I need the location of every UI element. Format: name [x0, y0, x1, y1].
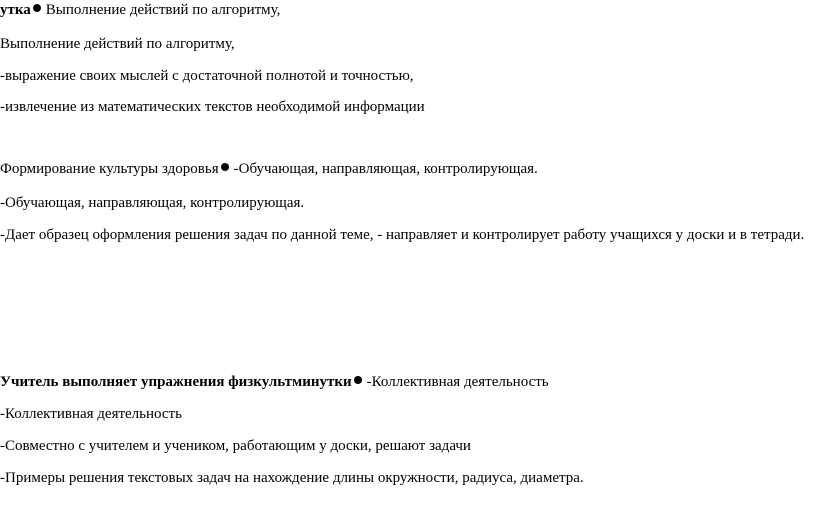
line-7-text: -Дает образец оформления решения задач по данной теме, - направляет и контролирует работу учащихся у доски и в тетради. — [0, 227, 805, 243]
line-1-bold: утка — [0, 2, 31, 18]
line-2 — [0, 34, 235, 54]
line-1 — [0, 0, 280, 20]
line-6-text: -Обучающая, направляющая, контролирующая. — [0, 195, 305, 211]
line-2-text: Выполнение действий по алгоритму, — [0, 36, 235, 52]
bullet-icon — [354, 376, 362, 384]
line-11-text: -Примеры решения текстовых задач на нахождение длины окружности, радиуса, диаметра. — [0, 470, 584, 486]
line-8-bold: Учитель выполняет упражнения физкультминутки — [0, 374, 352, 390]
line-9-text: -Коллективная деятельность — [0, 406, 182, 422]
line-8-text: -Коллективная деятельность — [366, 374, 549, 390]
line-7 — [0, 224, 808, 246]
line-9 — [0, 404, 182, 424]
line-10 — [0, 436, 471, 456]
line-3-text: -выражение своих мыслей с достаточной полнотой и точностью, — [0, 68, 414, 84]
bullet-icon — [221, 163, 229, 171]
line-1-text: Выполнение действий по алгоритму, — [45, 2, 281, 18]
line-10-text: -Совместно с учителем и учеником, работающим у доски, решают задачи — [0, 438, 471, 454]
bullet-icon — [33, 4, 41, 12]
line-6 — [0, 193, 304, 213]
line-5 — [0, 159, 538, 179]
line-5-lead: Формирование культуры здоровья — [0, 161, 219, 177]
line-8 — [0, 372, 549, 392]
line-4 — [0, 97, 425, 117]
line-11 — [0, 468, 584, 488]
line-5-text: -Обучающая, направляющая, контролирующая. — [233, 161, 538, 177]
line-3 — [0, 66, 414, 86]
line-4-text: -извлечение из математических текстов необходимой информации — [0, 99, 425, 115]
